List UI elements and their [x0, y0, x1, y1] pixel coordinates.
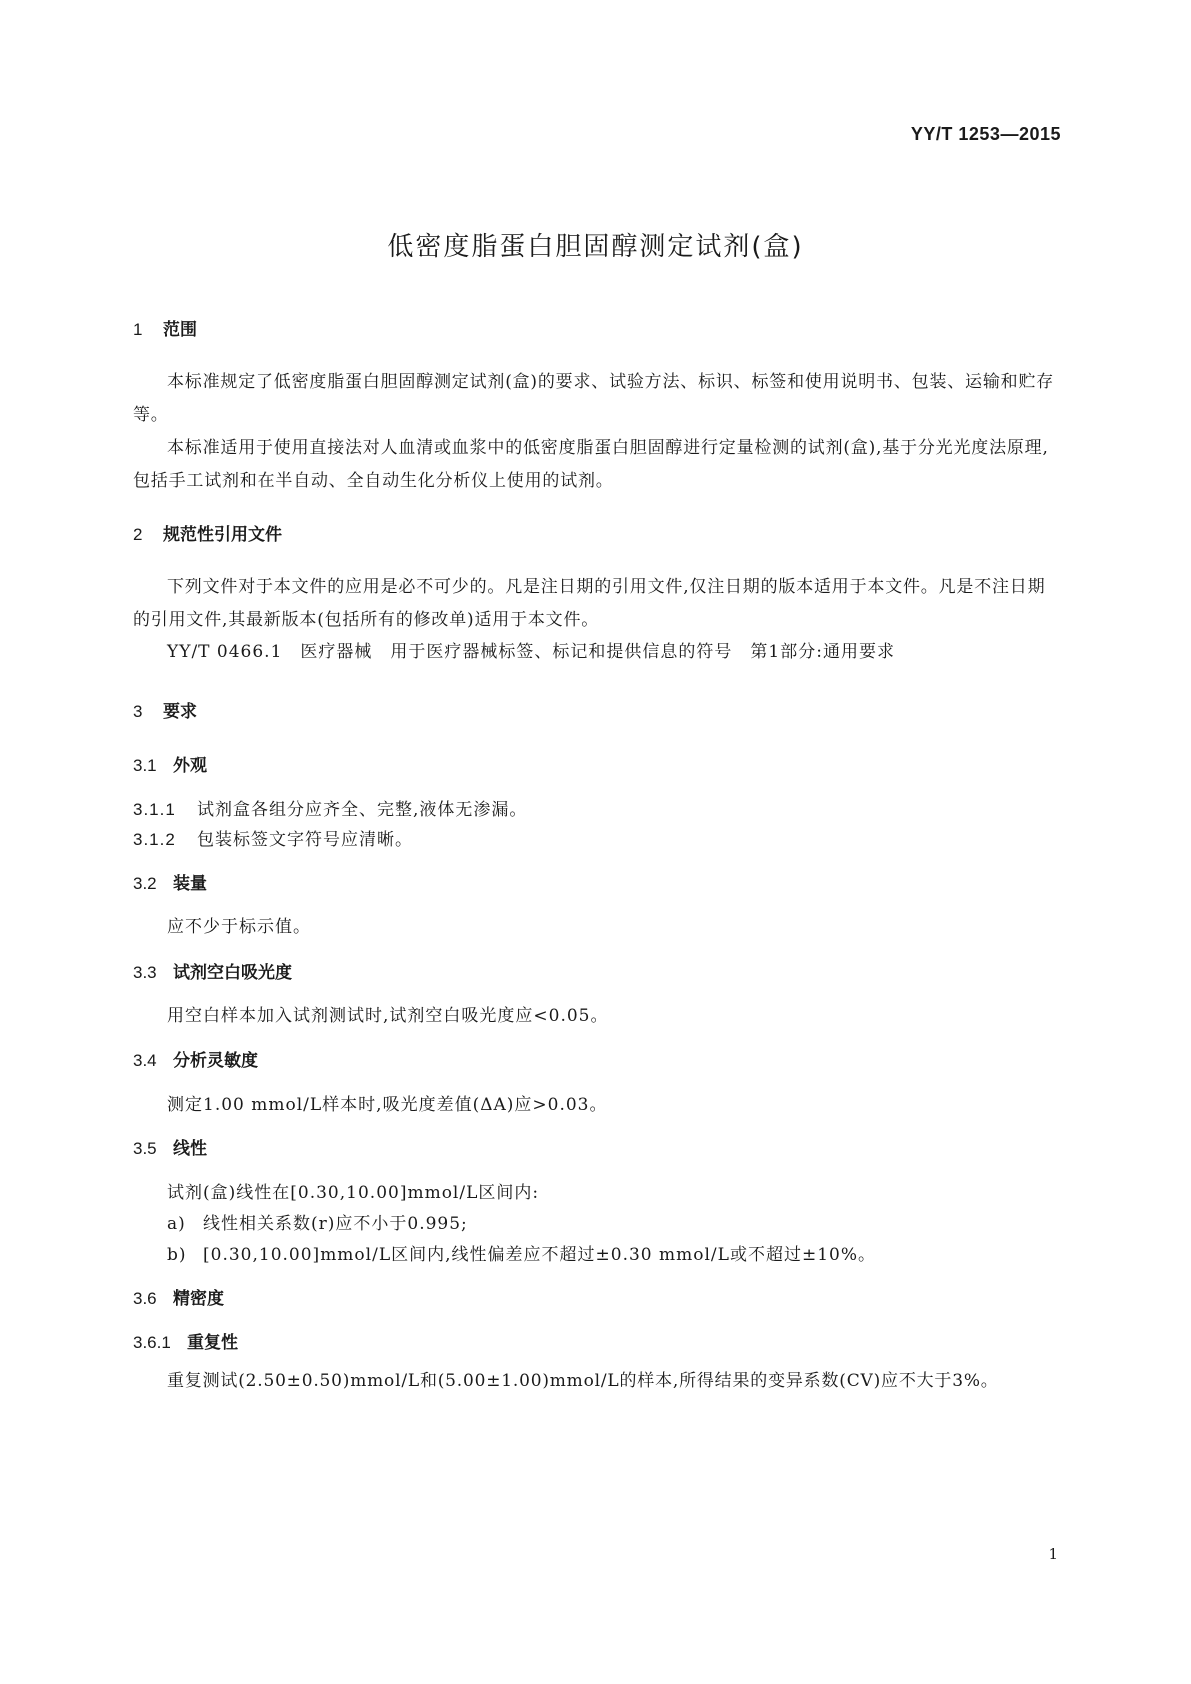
- clause-text: 包装标签文字符号应清晰。: [197, 830, 413, 850]
- section-title: 重复性: [187, 1333, 238, 1353]
- section-heading-3-2: [133, 869, 207, 894]
- paragraph-3-2: 应不少于标示值。: [167, 917, 311, 937]
- section-heading-3-1: [133, 751, 207, 776]
- paragraph-3-5: 试剂(盒)线性在[0.30,10.00]mmol/L区间内:: [167, 1183, 540, 1203]
- paragraph-scope-2: 本标准适用于使用直接法对人血清或血浆中的低密度脂蛋白胆固醇进行定量检测的试剂(盒),基于分光光度法原理,包括手工试剂和在半自动、全自动生化分析仪上使用的试剂。: [133, 438, 1049, 491]
- standard-code: YY/T 1253—2015: [910, 124, 1061, 144]
- section-number: 3.4: [133, 1051, 157, 1070]
- list-text: 线性相关系数(r)应不小于0.995;: [203, 1214, 468, 1234]
- section-title: 线性: [173, 1139, 207, 1159]
- section-number: 3.1: [133, 756, 157, 775]
- list-marker: b): [167, 1245, 187, 1265]
- section-title: 范围: [163, 320, 197, 340]
- reference-item: YY/T 0466.1 医疗器械 用于医疗器械标签、标记和提供信息的符号 第1部分:通用要求: [167, 642, 895, 662]
- section-number: 3: [133, 702, 143, 721]
- section-number: 2: [133, 525, 143, 544]
- section-title: 装量: [173, 874, 207, 894]
- section-title: 规范性引用文件: [163, 525, 282, 545]
- section-heading-3: [133, 697, 197, 722]
- page-number: 1: [1048, 1545, 1058, 1563]
- section-number: 3.3: [133, 963, 157, 982]
- paragraph-3-4: 测定1.00 mmol/L样本时,吸光度差值(ΔA)应>0.03。: [167, 1095, 608, 1115]
- clause-number: 3.1.2: [133, 830, 176, 849]
- section-heading-3-6-1: [133, 1328, 238, 1353]
- section-heading-2: [133, 520, 282, 545]
- clause-3-1-1: [133, 795, 527, 820]
- section-number: 3.6.1: [133, 1333, 171, 1352]
- section-heading-3-4: [133, 1046, 258, 1071]
- section-title: 分析灵敏度: [173, 1051, 258, 1071]
- section-title: 试剂空白吸光度: [173, 963, 292, 983]
- paragraph-3-6-1: 重复测试(2.50±0.50)mmol/L和(5.00±1.00)mmol/L的样本,所得结果的变异系数(CV)应不大于3%。: [167, 1371, 999, 1391]
- section-title: 精密度: [173, 1289, 224, 1309]
- section-heading-3-3: [133, 958, 292, 983]
- paragraph-normative-refs: 下列文件对于本文件的应用是必不可少的。凡是注日期的引用文件,仅注日期的版本适用于本文件。凡是不注日期的引用文件,其最新版本(包括所有的修改单)适用于本文件。: [133, 577, 1046, 630]
- section-number: 3.6: [133, 1289, 157, 1308]
- list-item-b: [167, 1240, 876, 1265]
- section-number: 1: [133, 320, 143, 339]
- paragraph-scope-1: 本标准规定了低密度脂蛋白胆固醇测定试剂(盒)的要求、试验方法、标识、标签和使用说明书、包装、运输和贮存等。: [133, 372, 1055, 425]
- document-title: 低密度脂蛋白胆固醇测定试剂(盒): [387, 232, 804, 262]
- section-number: 3.2: [133, 874, 157, 893]
- paragraph-3-3: 用空白样本加入试剂测试时,试剂空白吸光度应<0.05。: [167, 1006, 609, 1026]
- section-title: 外观: [173, 756, 207, 776]
- section-number: 3.5: [133, 1139, 157, 1158]
- clause-text: 试剂盒各组分应齐全、完整,液体无渗漏。: [197, 800, 528, 820]
- list-marker: a): [167, 1214, 186, 1234]
- list-item-a: [167, 1209, 468, 1234]
- list-text: [0.30,10.00]mmol/L区间内,线性偏差应不超过±0.30 mmol/L或不超过±10%。: [203, 1245, 876, 1265]
- clause-3-1-2: [133, 825, 413, 850]
- section-heading-3-5: [133, 1134, 207, 1159]
- section-title: 要求: [163, 702, 197, 722]
- clause-number: 3.1.1: [133, 800, 176, 819]
- section-heading-3-6: [133, 1284, 224, 1309]
- section-heading-1: [133, 315, 197, 340]
